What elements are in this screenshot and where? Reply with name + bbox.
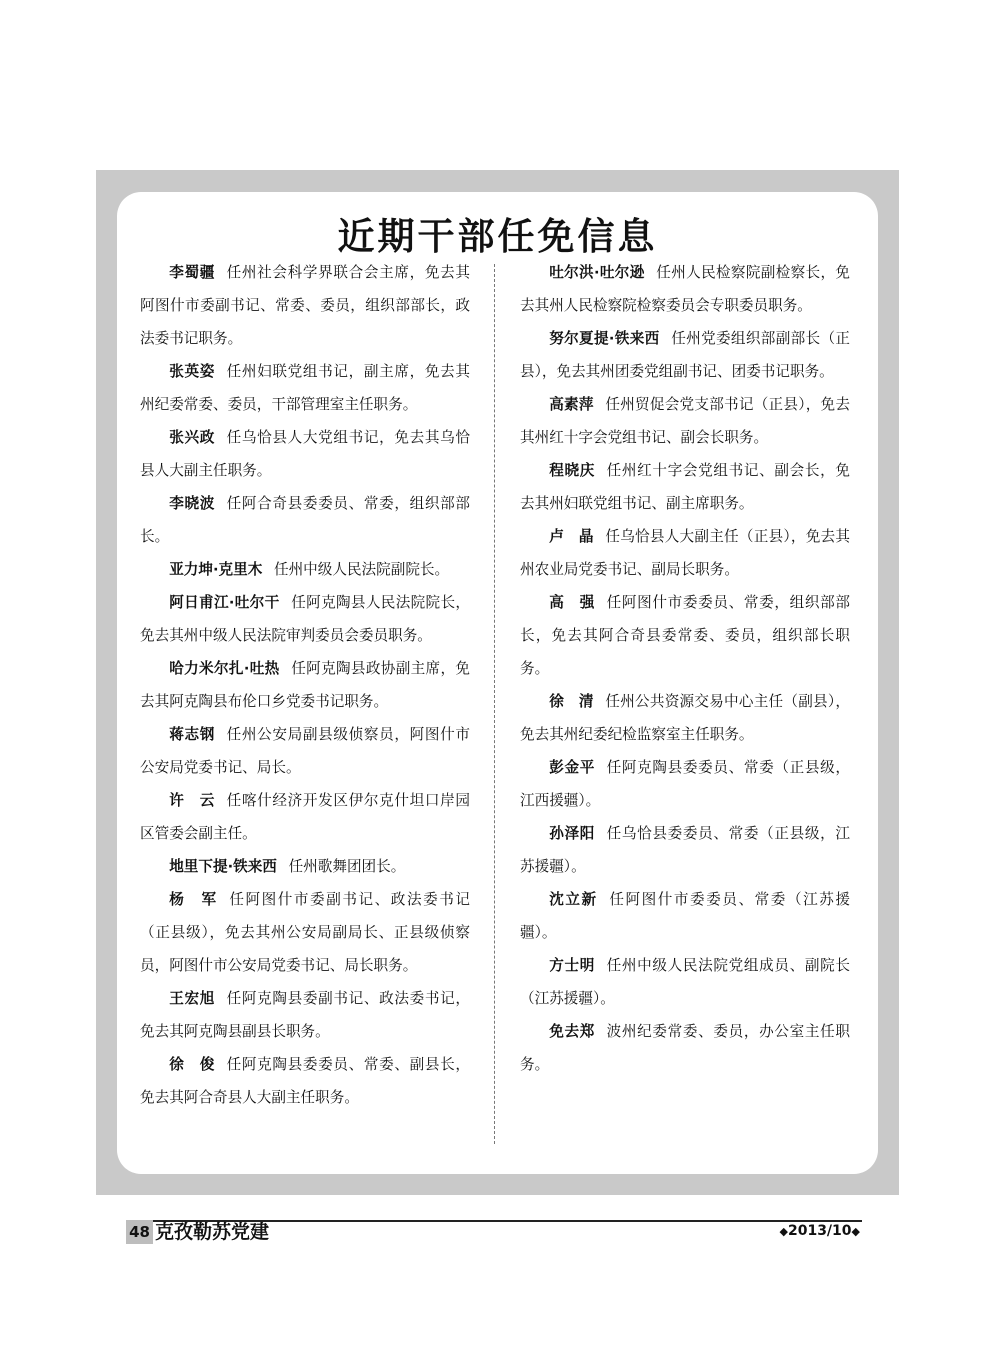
appointment-entry xyxy=(140,553,470,586)
appointment-entry xyxy=(520,949,850,1015)
appointment-text: 任阿克陶县委委员、常委（正县级，江西援疆）。 xyxy=(520,759,850,809)
person-name: 程晓庆 xyxy=(549,462,595,479)
appointment-text: 任州社会科学界联合会主席，免去其阿图什市委副书记、常委、委员，组织部部长，政法委书记职务。 xyxy=(140,264,470,347)
appointment-text: 任州贸促会党支部书记（正县），免去其州红十字会党组书记、副会长职务。 xyxy=(520,396,850,446)
diamond-icon: ◆ xyxy=(779,1225,788,1238)
appointment-text: 任乌恰县人大副主任（正县），免去其州农业局党委书记、副局长职务。 xyxy=(520,528,850,578)
appointment-text: 任乌恰县人大党组书记，免去其乌恰县人大副主任职务。 xyxy=(140,429,470,479)
person-name: 徐 清 xyxy=(549,693,594,710)
appointment-entry xyxy=(140,1048,470,1114)
person-name: 亚力坤·克里木 xyxy=(169,561,263,578)
appointment-entry xyxy=(140,850,470,883)
appointment-text: 任阿图什市委委员、常委（江苏援疆）。 xyxy=(520,891,850,941)
appointment-text: 任州人民检察院副检察长，免去其州人民检察院检察委员会专职委员职务。 xyxy=(520,264,850,314)
appointment-entry xyxy=(520,685,850,751)
magazine-title: 克孜勒苏党建 xyxy=(155,1221,270,1243)
person-name: 许 云 xyxy=(169,792,215,809)
appointment-entry xyxy=(140,718,470,784)
person-name: 高 强 xyxy=(549,594,595,611)
appointment-entry xyxy=(520,256,850,322)
appointment-entry xyxy=(520,322,850,388)
appointment-entry xyxy=(140,784,470,850)
appointment-text: 任州中级人民法院副院长。 xyxy=(273,561,450,578)
appointment-text: 任州党委组织部副部长（正县），免去其州团委党组副书记、团委书记职务。 xyxy=(520,330,850,380)
appointment-entry xyxy=(140,652,470,718)
appointment-entry xyxy=(520,883,850,949)
person-name: 哈力米尔扎·吐热 xyxy=(169,660,280,677)
appointment-entry xyxy=(520,388,850,454)
appointment-entry xyxy=(140,883,470,982)
person-name: 卢 晶 xyxy=(549,528,594,545)
person-name: 李晓波 xyxy=(169,495,215,512)
appointment-text: 任阿克陶县人民法院院长，免去其州中级人民法院审判委员会委员职务。 xyxy=(140,594,470,644)
person-name: 阿日甫江·吐尔干 xyxy=(169,594,280,611)
appointment-text: 任喀什经济开发区伊尔克什坦口岸园区管委会副主任。 xyxy=(140,792,470,842)
appointment-entry xyxy=(140,256,470,355)
appointment-entry xyxy=(520,751,850,817)
person-name: 努尔夏提·铁来西 xyxy=(549,330,660,347)
appointment-entry xyxy=(140,586,470,652)
person-name: 吐尔洪·吐尔逊 xyxy=(549,264,645,281)
article-panel xyxy=(117,192,878,1174)
person-name: 孙泽阳 xyxy=(549,825,595,842)
appointment-text: 任乌恰县委委员、常委（正县级，江苏援疆）。 xyxy=(520,825,850,875)
person-name: 蒋志钢 xyxy=(169,726,215,743)
person-name: 彭金平 xyxy=(549,759,595,776)
appointment-text: 任阿合奇县委委员、常委，组织部部长。 xyxy=(140,495,470,545)
appointment-text: 任州妇联党组书记，副主席，免去其州纪委常委、委员，干部管理室主任职务。 xyxy=(140,363,470,413)
person-name: 高素萍 xyxy=(549,396,594,413)
appointment-entry xyxy=(140,982,470,1048)
appointment-text: 波州纪委常委、委员，办公室主任职务。 xyxy=(520,1023,850,1073)
article-frame xyxy=(96,170,899,1195)
column-divider xyxy=(494,264,495,1144)
appointment-entry xyxy=(140,355,470,421)
diamond-icon: ◆ xyxy=(851,1225,860,1238)
person-name: 李蜀疆 xyxy=(169,264,215,281)
left-column xyxy=(140,256,470,1114)
appointment-text: 任州歌舞团团长。 xyxy=(288,858,406,875)
appointment-entry xyxy=(140,421,470,487)
appointment-entry xyxy=(520,454,850,520)
appointment-entry xyxy=(520,586,850,685)
appointment-text: 任阿克陶县政协副主席，免去其阿克陶县布伦口乡党委书记职务。 xyxy=(140,660,470,710)
person-name: 张英姿 xyxy=(169,363,215,380)
appointment-entry xyxy=(140,487,470,553)
appointment-text: 任阿克陶县委副书记、政法委书记，免去其阿克陶县副县长职务。 xyxy=(140,990,470,1040)
person-name: 徐 俊 xyxy=(169,1056,215,1073)
appointment-entry xyxy=(520,520,850,586)
appointment-text: 任州公安局副县级侦察员，阿图什市公安局党委书记、局长。 xyxy=(140,726,470,776)
person-name: 地里下提·铁来西 xyxy=(169,858,277,875)
appointment-entry xyxy=(520,1015,850,1081)
person-name: 方士明 xyxy=(549,957,595,974)
person-name: 沈立新 xyxy=(549,891,598,908)
appointment-entry xyxy=(520,817,850,883)
right-column xyxy=(520,256,850,1081)
person-name: 王宏旭 xyxy=(169,990,215,1007)
person-name: 张兴政 xyxy=(169,429,215,446)
issue-label xyxy=(780,1223,861,1239)
appointment-text: 任州中级人民法院党组成员、副院长（江苏援疆）。 xyxy=(520,957,850,1007)
person-name: 杨 军 xyxy=(169,891,218,908)
appointment-text: 任阿图什市委副书记、政法委书记（正县级），免去其州公安局副局长、正县级侦察员，阿图什市公安局党委书记、局长职务。 xyxy=(140,891,470,974)
person-name: 免去郑 xyxy=(549,1023,595,1040)
article-title: 近期干部任免信息 xyxy=(337,215,658,258)
appointment-text: 任阿图什市委委员、常委，组织部部长，免去其阿合奇县委常委、委员，组织部长职务。 xyxy=(520,594,850,677)
issue-number: 2013/10 xyxy=(787,1223,852,1239)
appointment-text: 任州公共资源交易中心主任（副县），免去其州纪委纪检监察室主任职务。 xyxy=(520,693,850,743)
page-number: 48 xyxy=(126,1220,153,1244)
appointment-text: 任阿克陶县委委员、常委、副县长，免去其阿合奇县人大副主任职务。 xyxy=(140,1056,470,1106)
appointment-text: 任州红十字会党组书记、副会长，免去其州妇联党组书记、副主席职务。 xyxy=(520,462,850,512)
